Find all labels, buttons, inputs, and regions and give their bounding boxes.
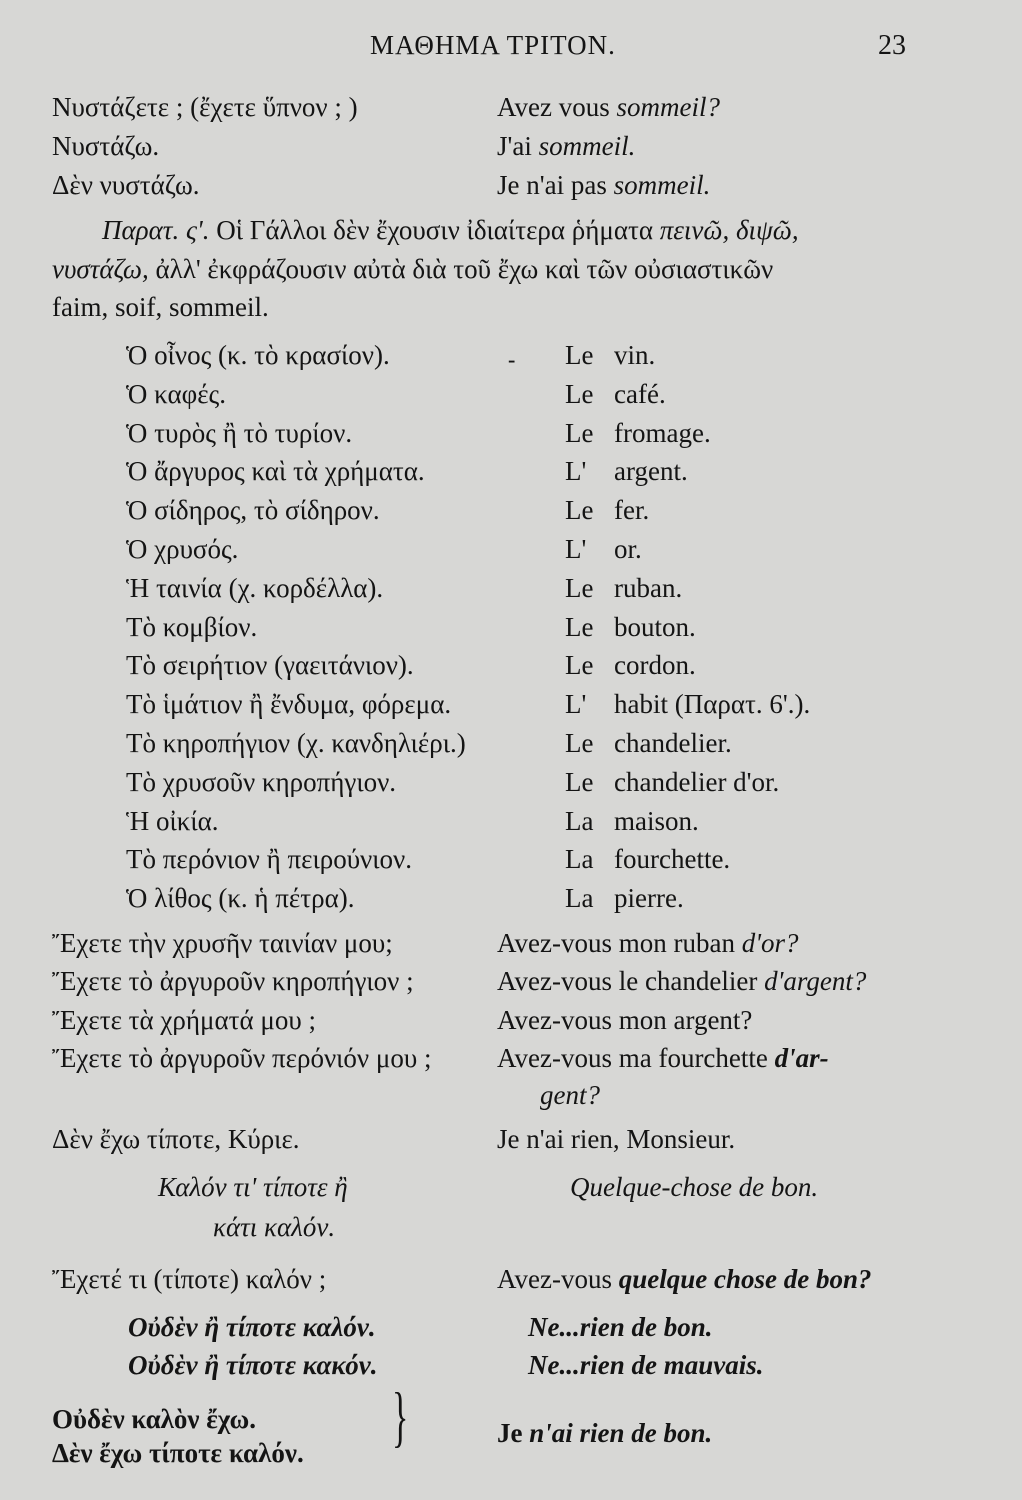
vocab-article: La (565, 844, 594, 874)
vocab-article: Le (565, 379, 594, 409)
vocab-greek: Ἡ ταινία (χ. κορδέλλα). (126, 573, 384, 603)
vocab-article: Le (565, 728, 594, 758)
question-greek-4: Ἔχετε τὸ ἀργυροῦν περόνιόν μου ; (52, 1043, 432, 1073)
intro-greek-3: Δὲν νυστάζω. (52, 170, 200, 200)
question-french-1 (497, 928, 798, 959)
note-text-1: Οἱ Γάλλοι δὲν ἔχουσιν ἰδιαίτερα ῥήματα (216, 215, 653, 245)
intro-french-3-italic: sommeil. (613, 170, 711, 200)
q-good-french-text: Avez-vous (497, 1264, 619, 1294)
vocab-greek: Ὁ χρυσός. (126, 534, 239, 564)
vocab-article: L' (565, 456, 587, 486)
nothing-greek: Δὲν ἔχω τίποτε, Κύριε. (52, 1124, 300, 1154)
final-greek-2: Δὲν ἔχω τίποτε καλόν. (52, 1438, 304, 1468)
intro-french-1 (497, 92, 720, 123)
question-french-4-italic: d'ar- (774, 1043, 829, 1073)
intro-french-3-text: Je n'ai pas (497, 170, 614, 200)
note-label: Παρατ. ς'. (102, 215, 210, 245)
neg-french-1: Ne...rien de bon. (528, 1312, 713, 1342)
dash-mark: - (508, 347, 516, 372)
question-french-2-text: Avez-vous le chandelier (497, 966, 765, 996)
vocab-article: L' (565, 534, 587, 564)
intro-french-2 (497, 131, 635, 162)
vocab-french: argent. (614, 456, 688, 486)
question-french-1-italic: d'or? (741, 928, 799, 958)
vocab-greek: Τὸ κομβίον. (126, 612, 258, 642)
question-french-4-text: Avez-vous ma fourchette (497, 1043, 775, 1073)
vocab-article: Le (565, 650, 594, 680)
note-words-1: πεινῶ, διψῶ, (659, 215, 799, 245)
vocab-french: cordon. (614, 650, 696, 680)
vocab-greek: Ὁ τυρὸς ἢ τὸ τυρίον. (126, 418, 353, 448)
neg-french-2: Ne...rien de mauvais. (528, 1350, 764, 1380)
intro-french-1-italic: sommeil? (616, 92, 720, 122)
vocab-french: chandelier. (614, 728, 732, 758)
vocab-article: Le (565, 495, 594, 525)
vocab-french: maison. (614, 806, 699, 836)
vocab-french: café. (614, 379, 666, 409)
final-french-text: Je (497, 1418, 530, 1448)
vocab-greek: Τὸ χρυσοῦν κηροπήγιον. (126, 767, 397, 797)
question-french-4-cont: gent? (540, 1080, 600, 1110)
note-line-2 (52, 254, 773, 285)
q-good-french-italic: quelque chose de bon? (618, 1264, 872, 1294)
neg-greek-1: Οὐδὲν ἢ τίποτε καλόν. (128, 1312, 376, 1342)
vocab-greek: Ὁ ἄργυρος καὶ τὰ χρήματα. (126, 456, 425, 486)
vocab-article: La (565, 806, 594, 836)
something-greek-1: Καλόν τι' τίποτε ἢ (158, 1172, 348, 1202)
intro-greek-1: Νυστάζετε ; (ἔχετε ὕπνον ; ) (52, 92, 358, 122)
final-french (497, 1418, 712, 1449)
question-greek-1: Ἔχετε τὴν χρυσῆν ταινίαν μου; (52, 928, 393, 958)
note-word-2: νυστάζω, (52, 254, 149, 284)
note-line-1 (102, 215, 799, 246)
nothing-french: Je n'ai rien, Monsieur. (497, 1124, 736, 1154)
question-greek-3: Ἔχετε τὰ χρήματά μου ; (52, 1005, 316, 1035)
vocab-french: or. (614, 534, 642, 564)
vocab-french: fromage. (614, 418, 711, 448)
question-french-4 (497, 1043, 829, 1074)
note-line-3: faim, soif, sommeil. (52, 292, 269, 322)
final-greek-1: Οὐδὲν καλὸν ἔχω. (52, 1404, 256, 1434)
question-french-2-italic: d'argent? (764, 966, 867, 996)
intro-greek-2: Νυστάζω. (52, 131, 160, 161)
vocab-greek: Τὸ ἱμάτιον ἢ ἔνδυμα, φόρεμα. (126, 689, 452, 719)
vocab-greek: Ὁ οἶνος (κ. τὸ κρασίον). (126, 340, 390, 370)
vocab-greek: Ἡ οἰκία. (126, 806, 219, 836)
question-french-2 (497, 966, 866, 997)
vocab-greek: Ὁ λίθος (κ. ἡ πέτρα). (126, 883, 355, 913)
final-french-italic: n'ai rien de bon. (529, 1418, 713, 1448)
vocab-article: L' (565, 689, 587, 719)
vocab-greek: Ὁ σίδηρος, τὸ σίδηρον. (126, 495, 380, 525)
vocab-french: bouton. (614, 612, 696, 642)
question-french-1-text: Avez-vous mon ruban (497, 928, 742, 958)
note-text-2: ἀλλ' ἐκφράζουσιν αὐτὰ διὰ τοῦ ἔχω καὶ τῶν οὐσιαστικῶν (155, 254, 774, 284)
vocab-french: chandelier d'or. (614, 767, 780, 797)
something-greek-2: κάτι καλόν. (213, 1212, 336, 1242)
bracket-divider: } (392, 1381, 409, 1455)
vocab-article: Le (565, 418, 594, 448)
page-number: 23 (878, 30, 906, 61)
question-greek-2: Ἔχετε τὸ ἀργυροῦν κηροπήγιον ; (52, 966, 414, 996)
vocab-article: La (565, 883, 594, 913)
vocab-french: pierre. (614, 883, 684, 913)
vocab-french: ruban. (614, 573, 683, 603)
vocab-article: Le (565, 767, 594, 797)
intro-french-1-text: Avez vous (497, 92, 617, 122)
question-french-3: Avez-vous mon argent? (497, 1005, 753, 1035)
vocab-french: fer. (614, 495, 650, 525)
intro-french-3 (497, 170, 710, 201)
vocab-article: Le (565, 573, 594, 603)
something-french (570, 1172, 818, 1203)
page-title: ΜΑΘΗΜΑ ΤΡΙΤΟΝ. (370, 30, 616, 60)
something-french-text: Quelque-chose de bon. (570, 1172, 819, 1202)
q-good-greek: Ἔχετέ τι (τίποτε) καλόν ; (52, 1264, 327, 1294)
vocab-article: Le (565, 340, 594, 370)
vocab-french: vin. (614, 340, 656, 370)
q-good-french (497, 1264, 871, 1295)
vocab-greek: Ὁ καφές. (126, 379, 226, 409)
intro-french-2-text: J'ai (497, 131, 539, 161)
vocab-greek: Τὸ περόνιον ἢ πειρούνιον. (126, 844, 412, 874)
neg-greek-2: Οὐδὲν ἢ τίποτε κακόν. (128, 1350, 378, 1380)
vocab-greek: Τὸ σειρήτιον (γαειτάνιον). (126, 650, 414, 680)
intro-french-2-italic: sommeil. (538, 131, 636, 161)
vocab-french: habit (Παρατ. 6'.). (614, 689, 811, 719)
vocab-french: fourchette. (614, 844, 731, 874)
vocab-article: Le (565, 612, 594, 642)
vocab-greek: Τὸ κηροπήγιον (χ. κανδηλιέρι.) (126, 728, 466, 758)
